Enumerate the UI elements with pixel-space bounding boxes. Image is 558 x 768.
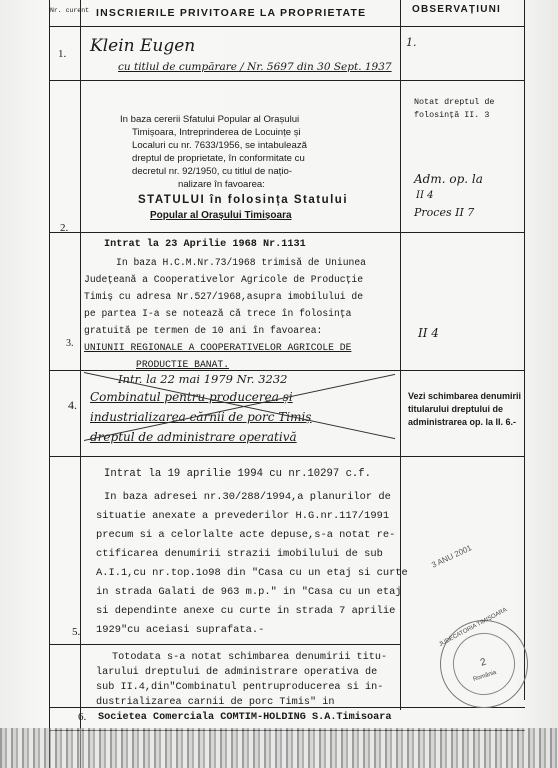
entry-4-hand-line: Intr. la 22 mai 1979 Nr. 3232	[118, 372, 288, 386]
entry-4-hand-line: dreptul de administrare operativă	[90, 430, 297, 444]
entry-2-number: 2.	[60, 222, 69, 234]
entry-5-line: A.I.1,cu nr.top.1o98 din "Casa cu un etaj si curte	[96, 567, 408, 579]
entry-5-line: in strada Galati de 963 m.p." in "Casa cu un etaj	[96, 586, 402, 598]
entry-2-observation-hand-1: Adm. op. la	[414, 172, 483, 186]
entry-5-line: In baza adresei nr.30/288/1994,a planurilor de	[104, 491, 391, 503]
entry-6-text	[96, 650, 387, 710]
entry-3-line: Timiș cu adresa Nr.527/1968,asupra imobilului de	[84, 291, 364, 302]
entry-3-number: 3.	[66, 338, 74, 349]
entry-5-line: situatie anexate a prevederilor H.G.nr.117/1991	[96, 510, 390, 522]
entry-3-rule	[49, 370, 525, 371]
entry-2-observation-hand-3: Proces II 7	[414, 206, 475, 219]
entry-6-line: dustrializarea carnii de porc Timis" in	[96, 697, 335, 708]
court-stamp-center: 2	[478, 656, 488, 669]
entry-5-number: 5.	[72, 626, 81, 638]
page-title: INSCRIERILE PRIVITOARE LA PROPRIETATE	[96, 7, 367, 19]
entry-5-line: precum si a celorlalte acte depuse,s-a notat re-	[96, 529, 396, 541]
entry-1-number: 1.	[58, 48, 67, 60]
entry-3-line: gratuită pe termen de 10 ani în favoarea:	[84, 325, 323, 336]
entry-6-line: Totodata s-a notat schimbarea denumirii titu-	[112, 652, 388, 663]
entry-1-owner-name: Klein Eugen	[90, 36, 196, 56]
entry-3-line: In baza H.C.M.Nr.73/1968 trimisă de Uniunea	[116, 257, 366, 268]
entry-3-intrat: Intrat la 23 Aprilie 1968 Nr.1131	[104, 239, 306, 250]
entry-2-rule	[49, 232, 525, 233]
entry-2-heading-popular: Popular al Orașului Timișoara	[150, 210, 292, 221]
entry-6-number: 6.	[78, 711, 87, 723]
entry-4-rule	[49, 456, 525, 457]
left-margin-rule	[49, 0, 50, 768]
entry-5-line: si dependinte anexe cu curte in strada 7 aprilie	[96, 605, 396, 617]
entry-2-observation-note: Notat dreptul de folosință II. 3	[414, 97, 495, 120]
entry-5-line: ctificarea denumirii strazii imobilului de sub	[96, 548, 383, 560]
entry-4-hand-line: industrializarea cărnii de porc Timiș	[90, 410, 312, 424]
entry-3-line: UNIUNII REGIONALE A COOPERATIVELOR AGRICOLE DE	[84, 342, 352, 353]
entry-2-line: In baza cererii Sfatului Popular al Orașului	[120, 114, 300, 125]
entry-2-line: Timișoara, Intreprinderea de Locuințe și	[132, 127, 301, 138]
entry-3-line: Județeană a Cooperativelor Agricole de Producție	[84, 274, 364, 285]
entry-6-line: sub II.4,din"Combinatul pentruproducerea si in-	[96, 682, 384, 693]
entry-3-line: pe partea I-a se notează că trece în folosința	[84, 308, 352, 319]
entry-5-text	[96, 488, 408, 640]
entry-4-hand-line: Combinatul pentru producerea și	[90, 390, 293, 404]
observations-header: OBSERVAȚIUNI	[412, 4, 502, 15]
entry-2-line: Localuri cu nr. 7633/1956, se intabulează	[132, 140, 307, 151]
entry-2-line: dreptul de proprietate, în conformitate cu	[132, 153, 305, 164]
entry-2-heading-statului: STATULUI în folosința Statului	[138, 194, 349, 206]
entry-2-line: nalizare în favoarea:	[178, 179, 265, 190]
entry-2-observation-hand-2: II 4	[416, 190, 434, 201]
entry-4-number: 4.	[68, 398, 77, 412]
entry-6-inner-rule	[49, 707, 525, 708]
court-stamp-ring-text: JUDECATORIA TIMIȘOARA	[438, 607, 509, 649]
entry-3-observation: II 4	[418, 326, 439, 340]
entry-3-text	[84, 254, 366, 373]
entry-5-rule	[49, 644, 401, 645]
entry-5-intrat: Intrat la 19 aprilie 1994 cu nr.10297 c.f.	[104, 468, 372, 480]
entry-2-text	[120, 113, 398, 191]
entry-1-title: cu titlul de cumpărare / Nr. 5697 din 30 Sept. 1937	[118, 61, 392, 73]
court-stamp	[429, 609, 540, 720]
date-stamp: 3 ANU 2001	[430, 543, 474, 570]
header-rule	[49, 26, 525, 27]
number-column-rule	[80, 0, 81, 768]
entry-5-line: 1929"cu aceiasi suprafata.-	[96, 624, 265, 636]
scan-noise-bottom	[0, 728, 558, 768]
entry-6-line-last: Societea Comerciala COMTIM-HOLDING S.A.Timisoara	[98, 712, 392, 723]
entry-1-observation: 1.	[406, 36, 417, 49]
entry-6-line: larului dreptului de administrare operativa de	[96, 667, 378, 678]
entry-4-observation: Vezi schimbarea denumirii titularului dreptului de administrarea op. la II. 6.-	[408, 391, 522, 427]
entry-2-line: decretul nr. 92/1950, cu titlul de națio-	[132, 166, 292, 177]
court-stamp-sub: România	[472, 669, 498, 683]
entry-1-rule	[49, 80, 525, 81]
nr-curent-label: Nr. curent	[50, 7, 90, 14]
entry-3-line: PRODUCTIE BANAT.	[136, 359, 230, 370]
